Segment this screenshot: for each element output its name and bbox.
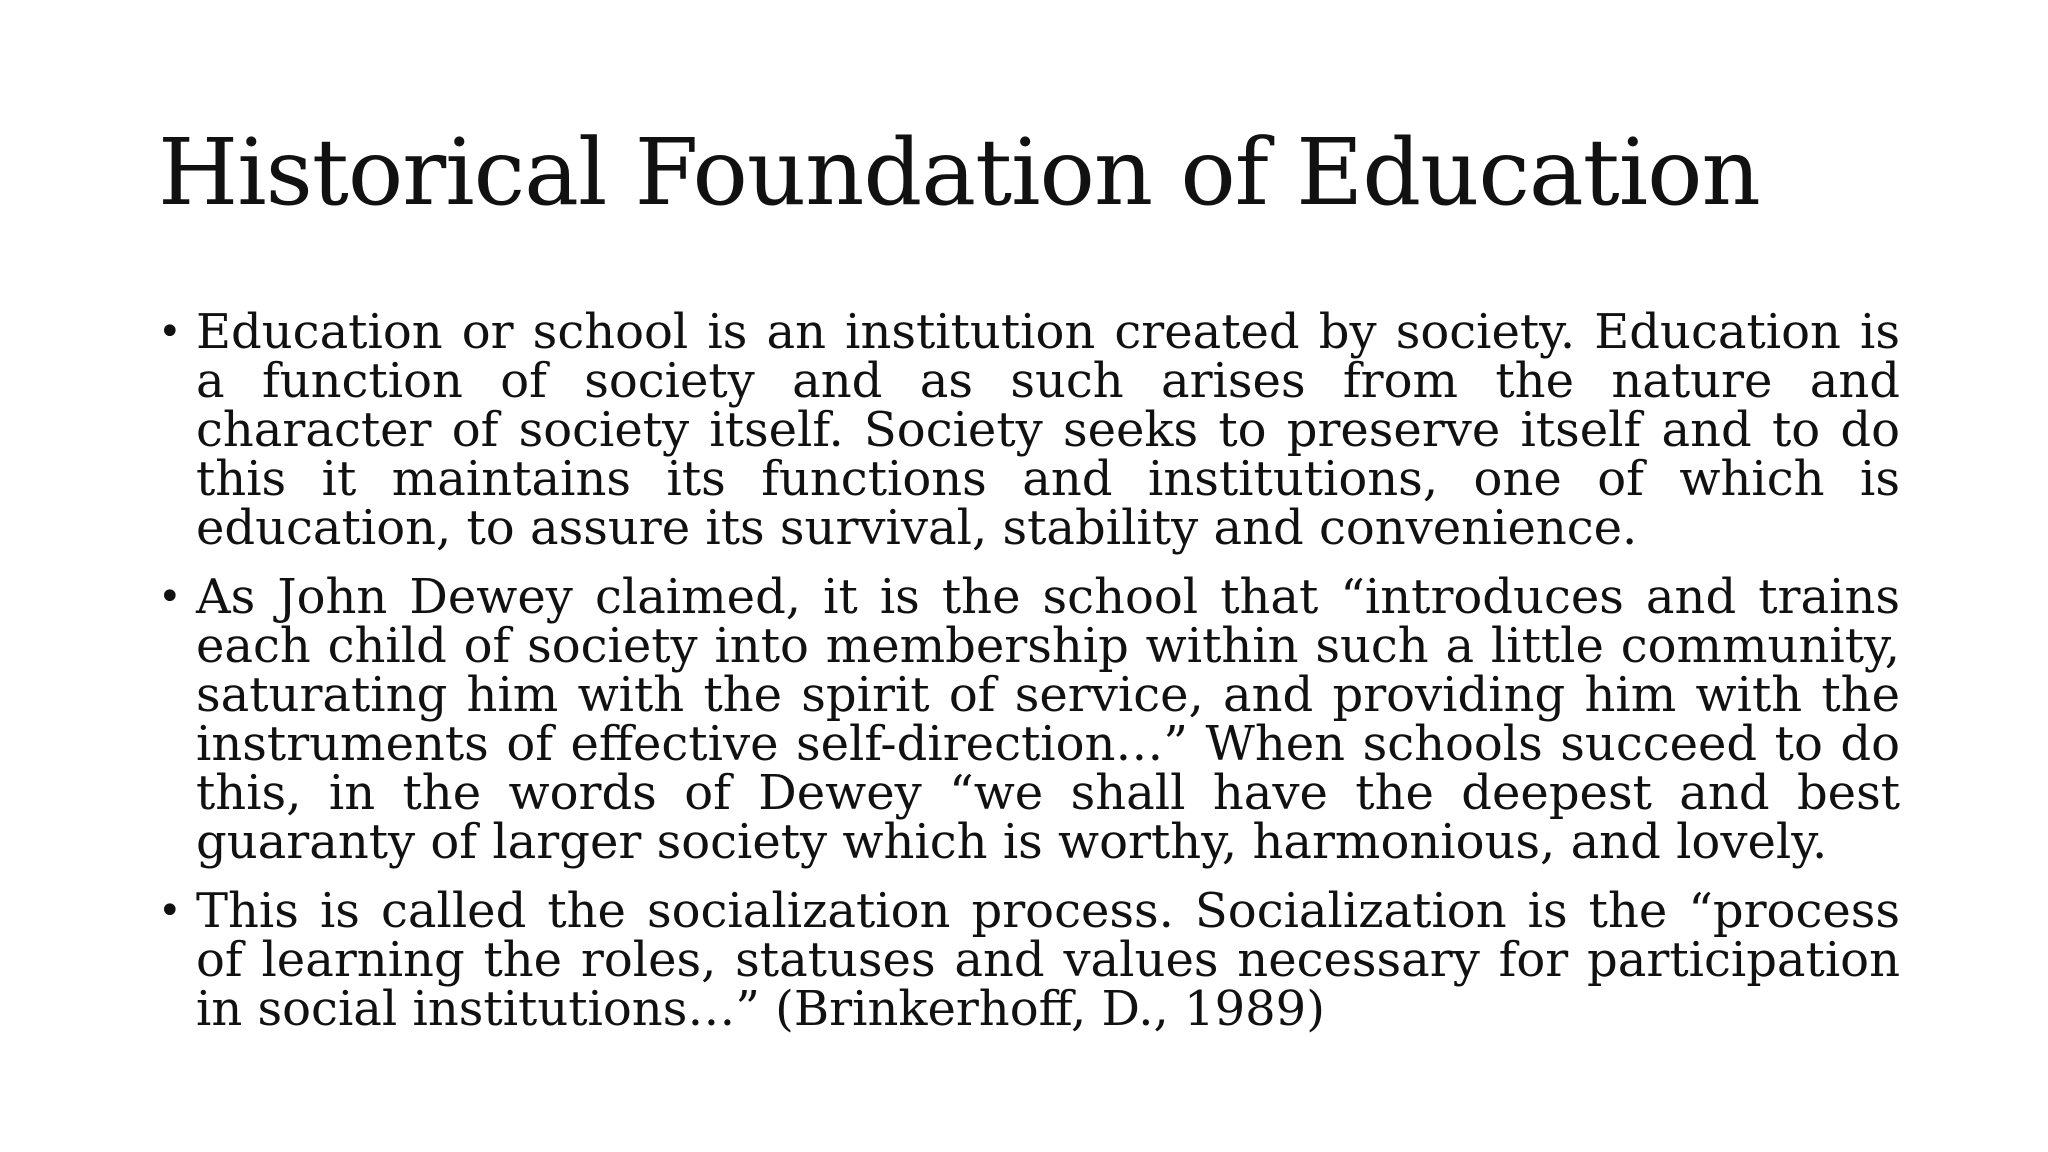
- bullet-text: This is called the socialization process. Socialization is the “process of learning the roles, statuses and values necessary for participation in social institutions…” (Brinkerhoff, D., 1989): [196, 883, 1900, 1037]
- bullet-text: As John Dewey claimed, it is the school that “introduces and trains each child of society into membership within such a little community, saturating him with the spirit of service, and providing him with the instruments of effective self-direction…” When schools succeed to do this, in the words of Dewey “we shall have the deepest and best guaranty of larger society which is worthy, harmonious, and lovely.: [196, 569, 1900, 870]
- bullet-list: [158, 304, 1900, 1054]
- bullet-point-icon: •: [158, 309, 182, 355]
- bullet-point-icon: •: [158, 888, 182, 934]
- bullet-item-socialization: [158, 883, 1900, 1037]
- bullet-point-icon: •: [158, 574, 182, 620]
- slide-title: Historical Foundation of Education: [158, 119, 1760, 226]
- bullet-text: Education or school is an institution created by society. Education is a function of society and as such arises from the nature and character of society itself. Society seeks to preserve itself and to do this it maintains its functions and institutions, one of which is education, to assure its survival, stability and convenience.: [196, 304, 1900, 556]
- bullet-item-dewey-quote: [158, 569, 1900, 870]
- bullet-item-education-institution: [158, 304, 1900, 556]
